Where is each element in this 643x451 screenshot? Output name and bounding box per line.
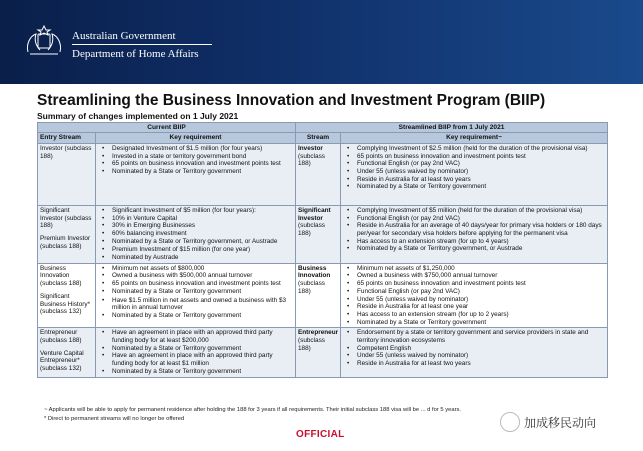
document-title: Streamlining the Business Innovation and Investment Program (BIIP)	[37, 92, 546, 109]
list-item: • Premium Investment of $15 million (for one year)	[98, 246, 293, 254]
document-subtitle: Summary of changes implemented on 1 July 2021	[37, 111, 239, 121]
new-stream-subclass: (subclass 188)	[298, 222, 325, 237]
header-divider	[72, 44, 212, 45]
new-stream-cell	[296, 205, 341, 263]
entry-stream-name: Significant Investor (subclass 188)	[40, 206, 92, 230]
list-item: • Functional English (or pay 2nd VAC)	[343, 288, 605, 296]
current-biip-header: Current BIIP	[38, 123, 296, 133]
list-item: • Nominated by a State or Territory government	[98, 168, 293, 176]
new-requirements-cell	[341, 143, 608, 205]
table-row	[38, 143, 608, 205]
current-requirements-cell	[96, 263, 296, 328]
table-row	[38, 263, 608, 328]
list-item: • Have an agreement in place with an approved third party funding body for at least $1 million	[98, 352, 293, 367]
list-item: • Functional English (or pay 2nd VAC)	[343, 215, 605, 223]
list-item: • Reside in Australia for an average of 40 days/year for primary visa holders or 180 days per/year for secondary visa holders before applying for the permanent visa	[343, 222, 605, 237]
watermark	[500, 411, 596, 433]
list-item: • 65 points on business innovation and investment points test	[98, 160, 293, 168]
table-group-header-row	[38, 123, 608, 133]
col-key-requirement: Key requirement	[96, 133, 296, 143]
current-requirements-cell	[96, 143, 296, 205]
list-item: • Owned a business with $500,000 annual turnover	[98, 272, 293, 280]
table-row	[38, 328, 608, 377]
footnote-tilde: ~ Applicants will be able to apply for permanent residence after holding the 188 for 3 years if all requirements. Their initial subclass 188 visa will be ... d for 5 years.	[44, 407, 462, 413]
new-stream-name: Business Innovation	[298, 264, 331, 280]
list-item: • Under 55 (unless waived by nominator)	[343, 352, 605, 360]
entry-stream-cell	[38, 263, 96, 328]
coat-of-arms-icon	[20, 22, 68, 58]
list-item: • Reside in Australia for at least two years	[343, 176, 605, 184]
new-requirements-cell	[341, 263, 608, 328]
list-item: • Significant Investment of $5 million (for four years):	[98, 207, 293, 215]
list-item: • Reside in Australia for at least one year	[343, 303, 605, 311]
list-item: • Under 55 (unless waived by nominator)	[343, 168, 605, 176]
list-item: • Have $1.5 million in net assets and owned a business with $3 million in annual turnover	[98, 297, 293, 312]
entry-stream-cell	[38, 205, 96, 263]
list-item: • 65 points on business innovation and investment points test	[343, 153, 605, 161]
list-item: • 65 points on business innovation and investment points test	[343, 280, 605, 288]
government-name: Australian Government	[72, 30, 176, 42]
list-item: • 10% in Venture Capital	[98, 215, 293, 223]
entry-stream-name: Entrepreneur (subclass 188)	[40, 329, 82, 345]
watermark-text: 加成移民动向	[524, 415, 597, 430]
biip-comparison-table	[37, 122, 608, 378]
list-item: • Complying Investment of $5 million (held for the duration of the provisional visa)	[343, 207, 605, 215]
entry-stream-name: Venture Capital Entrepreneur* (subclass 132)	[40, 349, 84, 373]
new-stream-name: Significant Investor	[298, 206, 331, 222]
government-header	[0, 0, 643, 84]
list-item: • Reside in Australia for at least two years	[343, 360, 605, 368]
new-biip-header: Streamlined BIIP from 1 July 2021	[296, 123, 608, 133]
list-item: • Owned a business with $750,000 annual turnover	[343, 272, 605, 280]
list-item: • Nominated by Austrade	[98, 254, 293, 262]
list-item: • Has access to an extension stream (for up to 2 years)	[343, 311, 605, 319]
entry-stream-cell: Investor (subclass 188)	[38, 143, 96, 205]
list-item: • Minimum net assets of $1,250,000	[343, 265, 605, 273]
col-key-requirement-new: Key requirement~	[341, 133, 608, 143]
entry-stream-cell	[38, 328, 96, 377]
list-item: • 65 points on business innovation and investment points test	[98, 280, 293, 288]
list-item: • Nominated by a State or Territory government, or Austrade	[343, 245, 605, 253]
list-item: • Nominated by a State or Territory government	[343, 183, 605, 191]
list-item: • Minimum net assets of $800,000	[98, 265, 293, 273]
col-entry-stream: Entry Stream	[38, 133, 96, 143]
list-item: • Complying Investment of $2.5 million (held for the duration of the provisional visa)	[343, 145, 605, 153]
wechat-icon	[500, 412, 520, 432]
col-stream: Stream	[296, 133, 341, 143]
list-item: • Endorsement by a state or territory government and service providers in state and territory innovation ecosystems	[343, 329, 605, 344]
entry-stream-name: Business Innovation (subclass 188)	[40, 264, 82, 288]
new-stream-subclass: (subclass 188)	[298, 337, 325, 352]
new-requirements-cell	[341, 328, 608, 377]
list-item: • Nominated by a State or Territory government	[343, 319, 605, 327]
list-item: • Under 55 (unless waived by nominator)	[343, 296, 605, 304]
list-item: • Designated Investment of $1.5 million (for four years)	[98, 145, 293, 153]
list-item: • 60% balancing investment	[98, 230, 293, 238]
current-requirements-cell	[96, 205, 296, 263]
list-item: • Nominated by a State or Territory government	[98, 368, 293, 376]
list-item: • Nominated by a State or Territory government, or Austrade	[98, 238, 293, 246]
list-item: • Have an agreement in place with an approved third party funding body for at least $200,000	[98, 329, 293, 344]
table-column-header-row	[38, 133, 608, 143]
classification-label: OFFICIAL	[296, 429, 345, 440]
new-stream-cell	[296, 328, 341, 377]
list-item: • Functional English (or pay 2nd VAC)	[343, 160, 605, 168]
list-item: • Has access to an extension stream (for up to 4 years)	[343, 238, 605, 246]
list-item: • Competent English	[343, 345, 605, 353]
list-item: • Invested in a state or territory government bond	[98, 153, 293, 161]
entry-stream-name: Significant Business History* (subclass 132)	[40, 292, 91, 316]
new-requirements-cell	[341, 205, 608, 263]
new-stream-subclass: (subclass 188)	[298, 152, 325, 168]
department-name: Department of Home Affairs	[72, 48, 199, 60]
new-stream-name: Investor	[298, 144, 323, 152]
footnote-asterisk: * Direct to permanent streams will no longer be offered	[44, 416, 185, 422]
list-item: • Nominated by a State or Territory government	[98, 312, 293, 320]
table-row	[38, 205, 608, 263]
list-item: • Nominated by a State or Territory government	[98, 288, 293, 296]
new-stream-subclass: (subclass 188)	[298, 280, 325, 295]
entry-stream-name: Premium Investor (subclass 188)	[40, 234, 91, 250]
new-stream-cell	[296, 263, 341, 328]
list-item: • Nominated by a State or Territory government	[98, 345, 293, 353]
new-stream-cell	[296, 143, 341, 205]
new-stream-name: Entrepreneur	[298, 329, 339, 337]
list-item: • 30% in Emerging Businesses	[98, 222, 293, 230]
current-requirements-cell	[96, 328, 296, 377]
